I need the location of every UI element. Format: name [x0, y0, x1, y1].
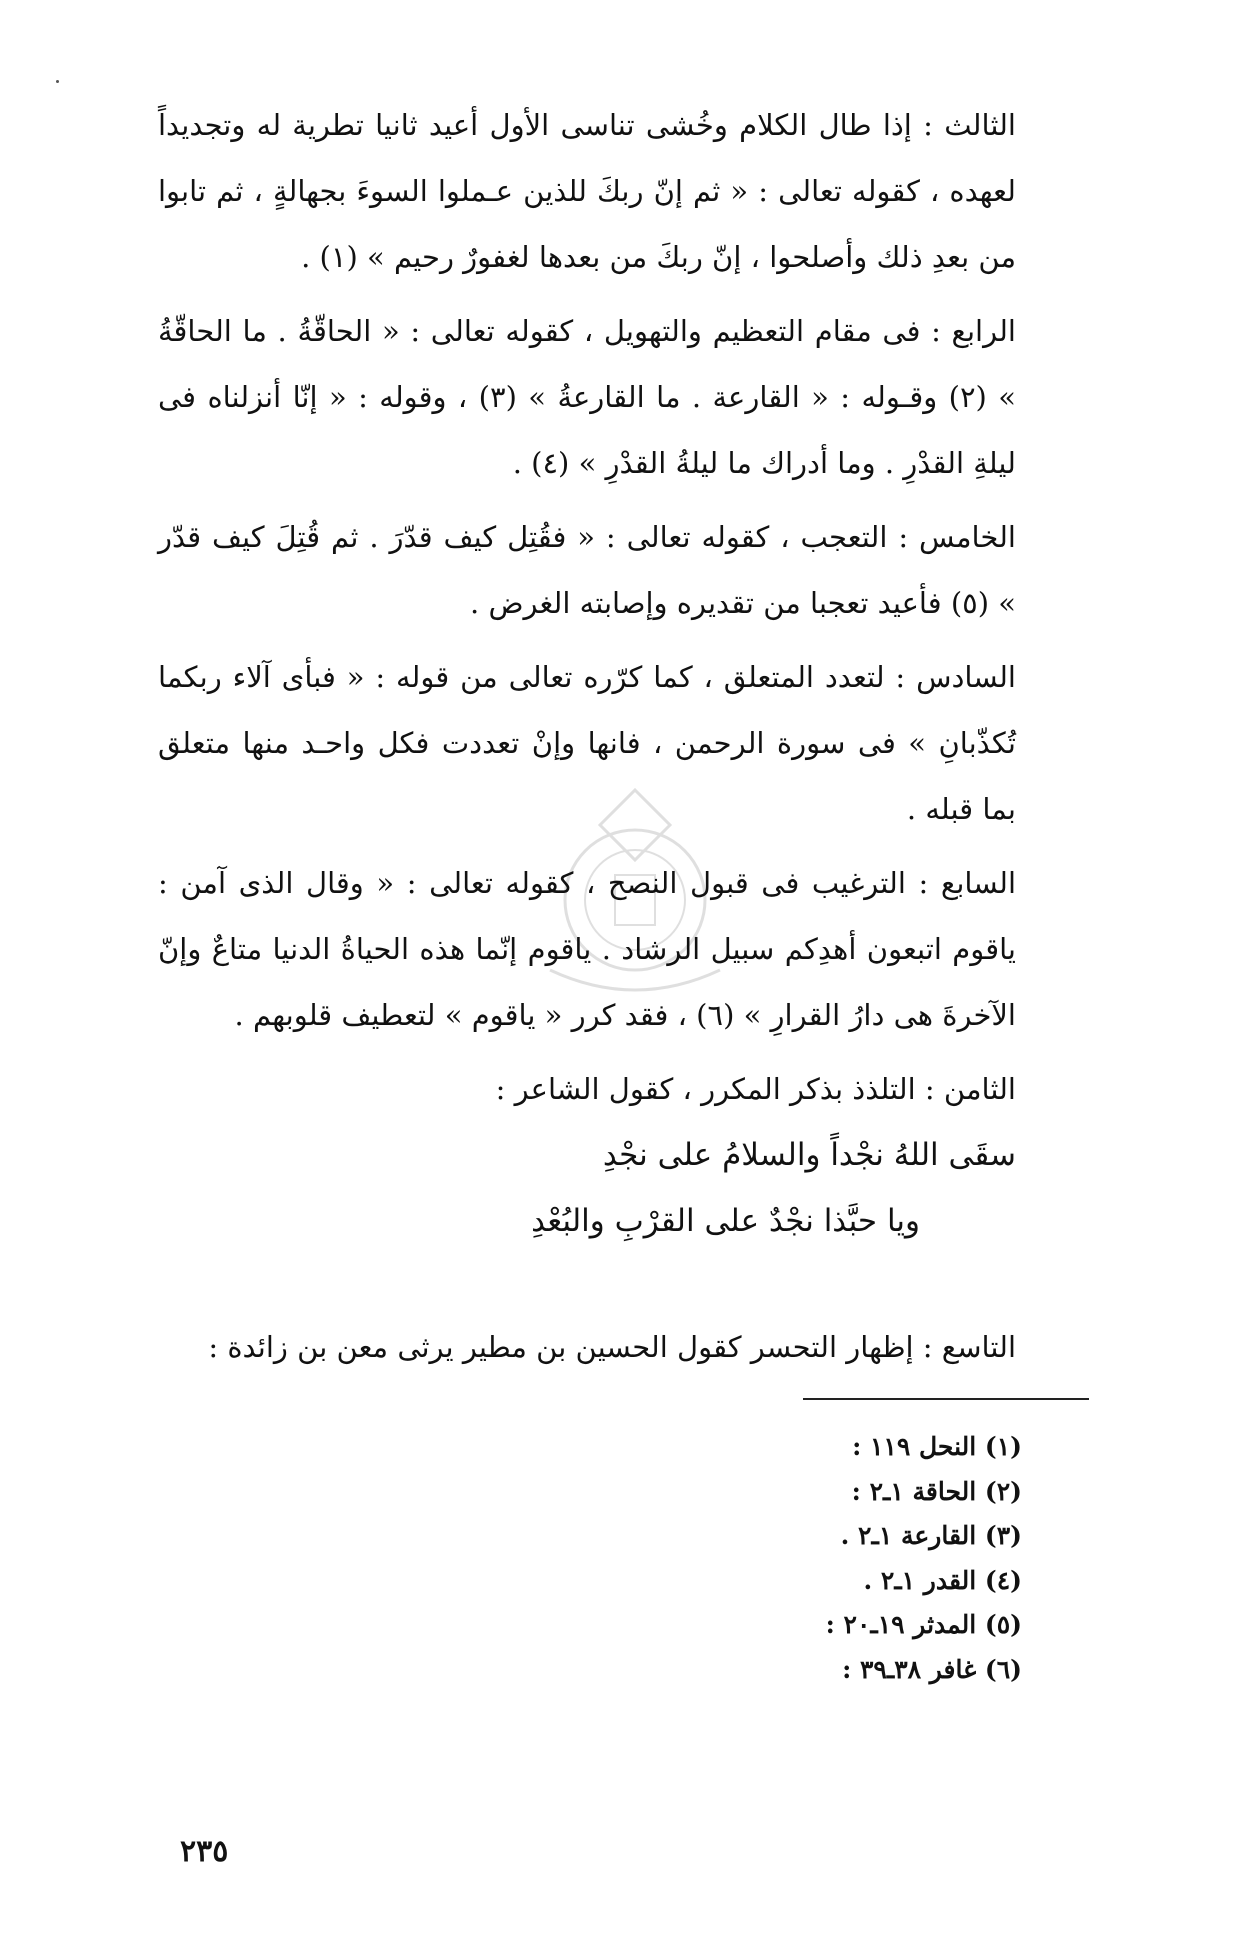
- footnotes: [522, 1425, 1022, 1692]
- verse-line-1: سقَى اللهُ نجْداً والسلامُ على نجْدِ: [602, 1137, 1016, 1173]
- main-text: [158, 92, 1016, 1130]
- footnote-5: (٥) المدثر ١٩ـ٢٠ :: [825, 1610, 1022, 1639]
- footnote-4: (٤) القدر ١ـ٢ .: [863, 1565, 1022, 1595]
- verse-line-2: ويا حبَّذا نجْدٌ على القرْبِ والبُعْدِ: [531, 1203, 920, 1239]
- speck: [56, 80, 59, 83]
- poetry-verse: [158, 1122, 1016, 1254]
- paragraph-seventh: السابع : الترغيب فى قبول النصح ، كقوله تعالى : « وقال الذى آمن : ياقوم اتبعون أهدِكم سبيل الرشاد . ياقوم إنّما هذه الحياةُ الدنيا متاعٌ وإنّ الآخرةَ هى دارُ القرارِ » (٦) ، فقد كرر « ياقوم » لتعطيف قلوبهم .: [158, 866, 1016, 1032]
- footnote-1: (١) النحل ١١٩ :: [852, 1432, 1022, 1461]
- footnote-3: (٣) القارعة ١ـ٢ .: [840, 1521, 1022, 1550]
- footnote-6: (٦) غافر ٣٨ـ٣٩ :: [842, 1654, 1022, 1684]
- footnote-2: (٢) الحاقة ١ـ٢ :: [851, 1476, 1022, 1506]
- paragraph-ninth: التاسع : إظهار التحسر كقول الحسين بن مطير يرثى معن بن زائدة :: [208, 1330, 1016, 1364]
- paragraph-fourth: الرابع : فى مقام التعظيم والتهويل ، كقوله تعالى : « الحاقّةُ . ما الحاقّةُ » (٢) وقـوله : « القارعة . ما القارعةُ » (٣) ، وقوله : « إنّا أنزلناه فى ليلةِ القدْرِ . وما أدراك ما ليلةُ القدْرِ » (٤) .: [158, 314, 1016, 480]
- footnote-separator: [803, 1398, 1089, 1400]
- paragraph-eighth: الثامن : التلذذ بذكر المكرر ، كقول الشاعر :: [495, 1072, 1016, 1106]
- page-number: ٢٣٥: [180, 1834, 229, 1869]
- paragraph-sixth: السادس : لتعدد المتعلق ، كما كرّره تعالى من قوله : « فبأى آلاء ربكما تُكذّبانِ » فى سورة الرحمن ، فانها وإنْ تعددت فكل واحـد منها متعلق بما قبله .: [158, 660, 1016, 826]
- paragraph-third: الثالث : إذا طال الكلام وخُشى تناسى الأول أعيد ثانيا تطرية له وتجديداً لعهده ، كقوله تعالى : « ثم إنّ ربكَ للذين عـملوا السوءَ بجهالةٍ ، ثم تابوا من بعدِ ذلك وأصلحوا ، إنّ ربكَ من بعدها لغفورٌ رحيم » (١) .: [158, 108, 1016, 274]
- paragraph-fifth: الخامس : التعجب ، كقوله تعالى : « فقُتِل كيف قدّرَ . ثم قُتِلَ كيف قدّر » (٥) فأعيد تعجبا من تقديره وإصابته الغرض .: [158, 520, 1016, 620]
